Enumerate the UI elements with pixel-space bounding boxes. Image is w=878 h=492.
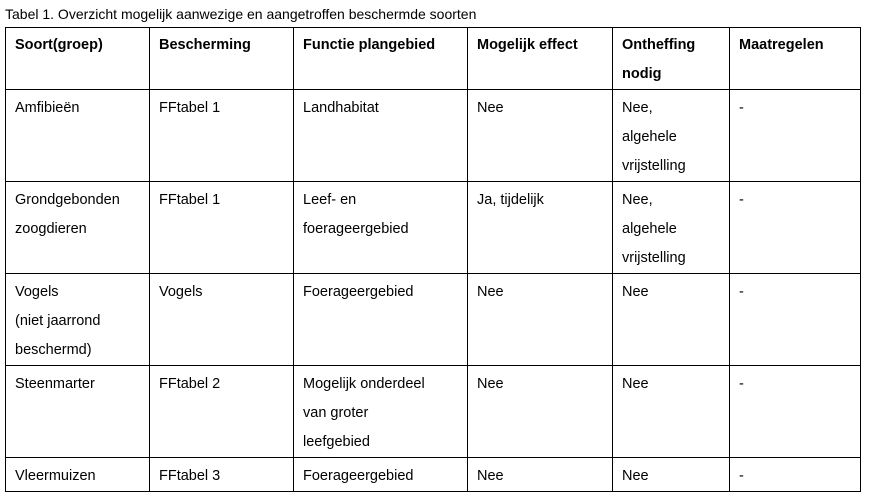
table-row [6, 90, 861, 182]
cell-functie: Mogelijk onderdeel van groter leefgebied [294, 366, 468, 458]
cell-bescherming: FFtabel 1 [150, 90, 294, 182]
table-row [6, 458, 861, 492]
header-soort: Soort(groep) [6, 28, 150, 90]
cell-bescherming: Vogels [150, 274, 294, 366]
cell-bescherming: FFtabel 1 [150, 182, 294, 274]
cell-maatregelen: - [730, 90, 861, 182]
cell-soort: Vleermuizen [6, 458, 150, 492]
cell-ontheffing: Nee [613, 274, 730, 366]
cell-soort: Grondgebonden zoogdieren [6, 182, 150, 274]
cell-maatregelen: - [730, 182, 861, 274]
cell-maatregelen: - [730, 458, 861, 492]
header-maatregelen: Maatregelen [730, 28, 861, 90]
cell-ontheffing: Nee, algehele vrijstelling [613, 182, 730, 274]
cell-effect: Ja, tijdelijk [468, 182, 613, 274]
table-header-row [6, 28, 861, 90]
table-row [6, 366, 861, 458]
cell-soort: Amfibieën [6, 90, 150, 182]
cell-effect: Nee [468, 90, 613, 182]
cell-maatregelen: - [730, 366, 861, 458]
cell-functie: Leef- en foerageergebied [294, 182, 468, 274]
table-row [6, 274, 861, 366]
cell-soort: Vogels (niet jaarrond beschermd) [6, 274, 150, 366]
header-effect: Mogelijk effect [468, 28, 613, 90]
cell-effect: Nee [468, 458, 613, 492]
cell-effect: Nee [468, 274, 613, 366]
table-caption: Tabel 1. Overzicht mogelijk aanwezige en aangetroffen beschermde soorten [5, 6, 477, 22]
cell-maatregelen: - [730, 274, 861, 366]
protected-species-table [5, 27, 861, 492]
cell-ontheffing: Nee [613, 458, 730, 492]
cell-ontheffing: Nee, algehele vrijstelling [613, 90, 730, 182]
cell-effect: Nee [468, 366, 613, 458]
cell-soort: Steenmarter [6, 366, 150, 458]
cell-bescherming: FFtabel 2 [150, 366, 294, 458]
table-row [6, 182, 861, 274]
cell-ontheffing: Nee [613, 366, 730, 458]
header-functie: Functie plangebied [294, 28, 468, 90]
cell-bescherming: FFtabel 3 [150, 458, 294, 492]
cell-functie: Foerageergebied [294, 274, 468, 366]
header-bescherming: Bescherming [150, 28, 294, 90]
cell-functie: Foerageergebied [294, 458, 468, 492]
header-ontheffing: Ontheffing nodig [613, 28, 730, 90]
cell-functie: Landhabitat [294, 90, 468, 182]
